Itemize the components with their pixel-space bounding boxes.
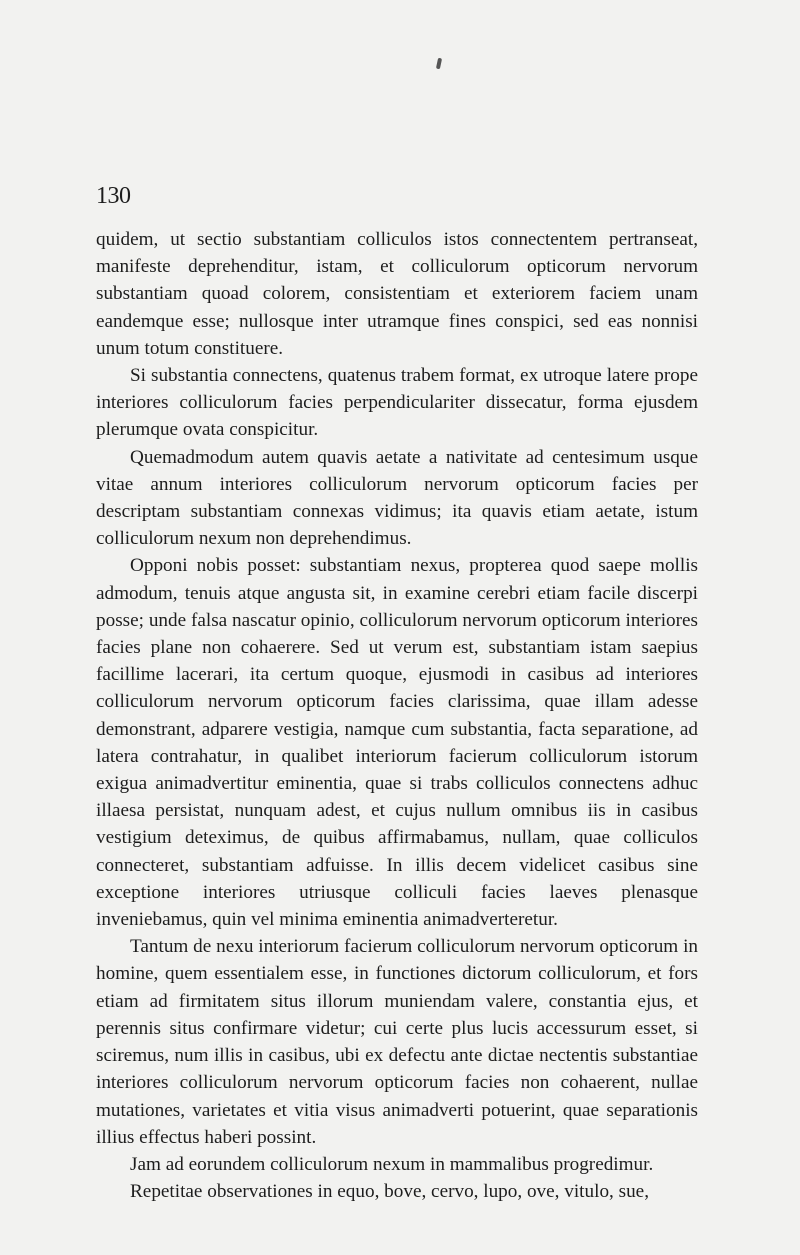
paragraph-5: Tantum de nexu interiorum facierum colliculorum nervorum opticorum in homine, quem essentialem esse, in functiones dictorum colliculorum, et fors etiam ad firmitatem situs illorum muniendam valere, constantia ejus, et perennis situs confirmare videtur; cui certe plus lucis accessurum esset, si sciremus, num illis in casibus, ubi ex defectu ante dictae nectentis substantiae interiores colliculorum nervorum opticorum facies non cohaerent, nullae mutationes, varietates et vitia visus animadverti potuerint, quae separationis illius effectus haberi possint. (96, 936, 698, 1148)
paragraph-1: quidem, ut sectio substantiam colliculos istos connectentem pertranseat, manifeste deprehenditur, istam, et colliculorum opticorum nervorum substantiam quoad colorem, consistentiam et exteriorem faciem unam eandemque esse; nullosque inter utramque fines conspici, sed eas nonnisi unum totum constituere. (96, 229, 698, 359)
ink-mark (436, 58, 442, 70)
paragraph-2: Si substantia connectens, quatenus trabem format, ex utroque latere prope interiores colliculorum facies perpendiculariter dissecatur, forma ejusdem plerumque ovata conspicitur. (96, 365, 698, 441)
paragraph-3: Quemadmodum autem quavis aetate a nativitate ad centesimum usque vitae annum interiores colliculorum nervorum opticorum facies per descriptam substantiam connexas vidimus; ita quavis etiam aetate, istum colliculorum nexum non deprehendimus. (96, 446, 698, 550)
paragraph-7: Repetitae observationes in equo, bove, cervo, lupo, ove, vitulo, sue, (130, 1181, 649, 1203)
page-number: 130 (96, 183, 131, 209)
body-text (96, 226, 698, 1205)
paragraph-4: Opponi nobis posset: substantiam nexus, propterea quod saepe mollis admodum, tenuis atque angusta sit, in examine cerebri etiam facile discerpi posse; unde falsa nascatur opinio, colliculorum nervorum opticorum interiores facies plane non cohaerere. Sed ut verum est, substantiam istam saepius facillime lacerari, ita certum quoque, ejusmodi in casibus ad interiores colliculorum nervorum opticorum facies clarissima, quae illam adesse demonstrant, adparere vestigia, namque cum substantia, facta separatione, ad latera contrahatur, in qualibet interiorum facierum colliculorum istorum exigua animadvertitur eminentia, quae si trabs colliculos connectens adhuc illaesa persistat, nunquam adest, et cujus nullum omnibus iis in casibus vestigium deteximus, de quibus affirmabamus, nullam, quae colliculos connecteret, substantiam adfuisse. In illis decem videlicet casibus sine exceptione interiores utriusque colliculi facies laeves plenasque inveniebamus, quin vel minima eminentia animadverteretur. (96, 555, 698, 931)
paragraph-6: Jam ad eorundem colliculorum nexum in mammalibus progredimur. (130, 1153, 654, 1175)
